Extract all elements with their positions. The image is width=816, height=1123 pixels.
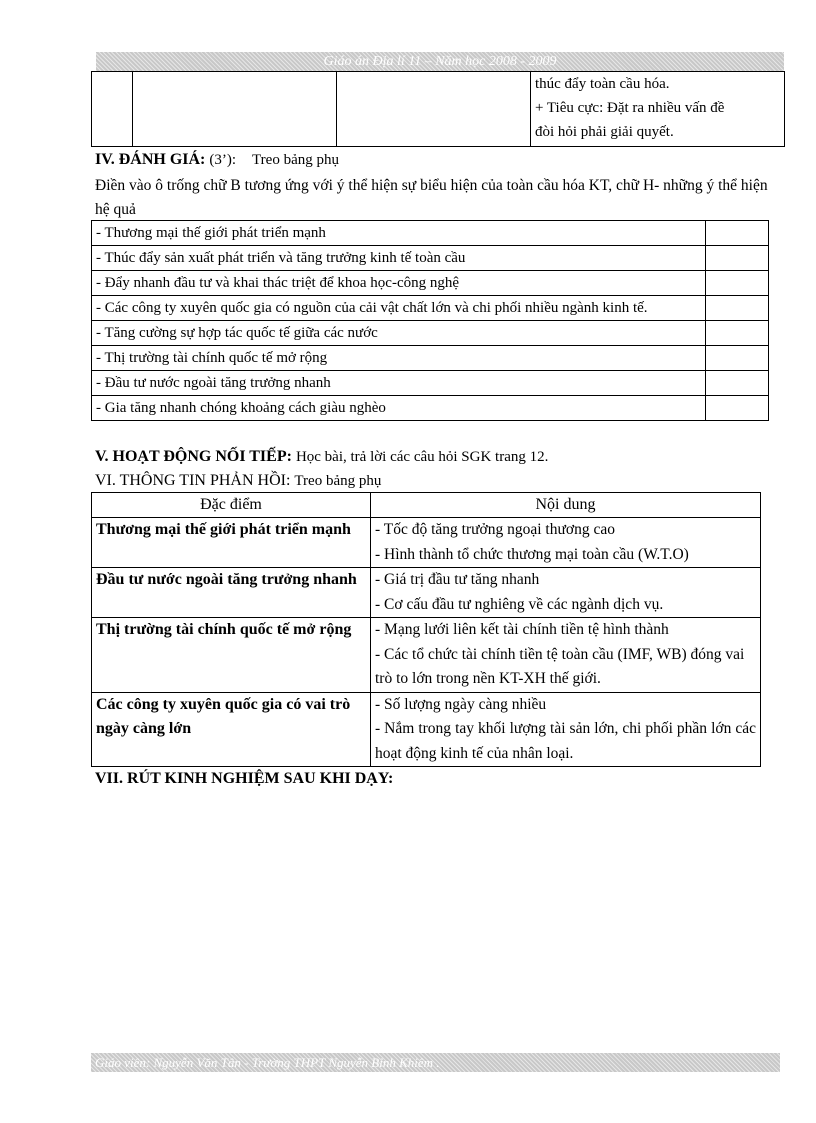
cell-line: đòi hỏi phải giải quyết. [534, 124, 674, 140]
eval-item: - Các công ty xuyên quốc gia có nguồn của cải vật chất lớn và chi phối nhiều ngành kinh tế. [92, 296, 706, 321]
header-text: Giáo án Địa lí 11 – Năm học 2008 - 2009 [323, 54, 557, 69]
col-header-content: Nội dung [371, 493, 761, 518]
top-table-cell-1 [92, 72, 133, 147]
eval-answer-box[interactable] [706, 246, 769, 271]
section-4-heading [95, 149, 339, 171]
eval-answer-box[interactable] [706, 271, 769, 296]
content-line: - Nắm trong tay khối lượng tài sản lớn, chi phối phần lớn các hoạt động kinh tế của nhân loại. [375, 720, 756, 762]
cell-line: + Tiêu cực: Đặt ra nhiều vấn đề [534, 100, 725, 116]
eval-item: - Thương mại thế giới phát triển mạnh [92, 221, 706, 246]
feature-cell: Đầu tư nước ngoài tăng trưởng nhanh [92, 568, 371, 618]
feature-cell: Thị trường tài chính quốc tế mở rộng [92, 618, 371, 693]
page-header [96, 52, 784, 71]
eval-answer-box[interactable] [706, 296, 769, 321]
content-cell [371, 692, 761, 767]
eval-answer-box[interactable] [706, 346, 769, 371]
eval-item: - Thúc đẩy sản xuất phát triển và tăng trưởng kinh tế toàn cầu [92, 246, 706, 271]
content-line: - Giá trị đầu tư tăng nhanh [375, 571, 540, 588]
eval-item: - Đầu tư nước ngoài tăng trưởng nhanh [92, 371, 706, 396]
section-6 [95, 470, 381, 492]
section-5-title: V. HOẠT ĐỘNG NỐI TIẾP: [95, 448, 292, 465]
top-table-cell-4 [530, 72, 784, 147]
content-line: - Các tổ chức tài chính tiền tệ toàn cầu (IMF, WB) đóng vai trò to lớn trong nền KT-XH thế giới. [375, 645, 745, 687]
section-6-note: Treo bảng phụ [294, 473, 382, 489]
top-table-cell-2 [132, 72, 336, 147]
content-cell [371, 618, 761, 693]
section-4-note: Treo bảng phụ [252, 152, 339, 168]
section-7 [95, 768, 393, 790]
content-cell [371, 518, 761, 568]
eval-item: - Gia tăng nhanh chóng khoảng cách giàu nghèo [92, 396, 706, 421]
section-4-time: (3’): [209, 152, 237, 168]
section-4-instruction: Điền vào ô trống chữ B tương ứng với ý thể hiện sự biểu hiện của toàn cầu hóa KT, chữ H- những ý thể hiện hệ quả [95, 177, 768, 218]
content-line: - Hình thành tổ chức thương mại toàn cầu (W.T.O) [375, 545, 689, 563]
top-table-continuation [91, 71, 785, 147]
eval-item: - Đẩy nhanh đầu tư và khai thác triệt để khoa học-công nghệ [92, 271, 706, 296]
content-line: - Cơ cấu đầu tư nghiêng về các ngành dịch vụ. [375, 595, 664, 613]
cell-line: thúc đẩy toàn cầu hóa. [534, 76, 670, 92]
eval-answer-box[interactable] [706, 371, 769, 396]
eval-answer-box[interactable] [706, 221, 769, 246]
top-table-cell-3 [336, 72, 530, 147]
section-5-text: Học bài, trả lời các câu hỏi SGK trang 12. [295, 449, 549, 465]
content-line: - Mạng lưới liên kết tài chính tiền tệ hình thành [375, 621, 669, 638]
page-footer [91, 1053, 780, 1072]
content-line: - Số lượng ngày càng nhiều [375, 695, 547, 713]
section-4-title: IV. ĐÁNH GIÁ: [95, 151, 206, 168]
feature-cell: Các công ty xuyên quốc gia có vai trò ngày càng lớn [92, 692, 371, 767]
eval-item: - Tăng cường sự hợp tác quốc tế giữa các nước [92, 321, 706, 346]
eval-answer-box[interactable] [706, 396, 769, 421]
feedback-table [91, 492, 761, 767]
content-line: - Tốc độ tăng trưởng ngoại thương cao [375, 521, 615, 538]
eval-item: - Thị trường tài chính quốc tế mở rộng [92, 346, 706, 371]
eval-answer-box[interactable] [706, 321, 769, 346]
col-header-features: Đặc điểm [92, 493, 371, 518]
section-6-title: VI. THÔNG TIN PHẢN HỒI: [95, 472, 291, 489]
section-5 [95, 446, 548, 468]
evaluation-table [91, 220, 769, 421]
footer-text: Giáo viên: Nguyễn Văn Tân - Trường THPT Nguyễn Bỉnh Khiêm . [95, 1055, 440, 1070]
section-7-title: VII. RÚT KINH NGHIỆM SAU KHI DẠY: [95, 770, 394, 787]
feature-cell: Thương mại thế giới phát triển mạnh [92, 518, 371, 568]
content-cell [371, 568, 761, 618]
